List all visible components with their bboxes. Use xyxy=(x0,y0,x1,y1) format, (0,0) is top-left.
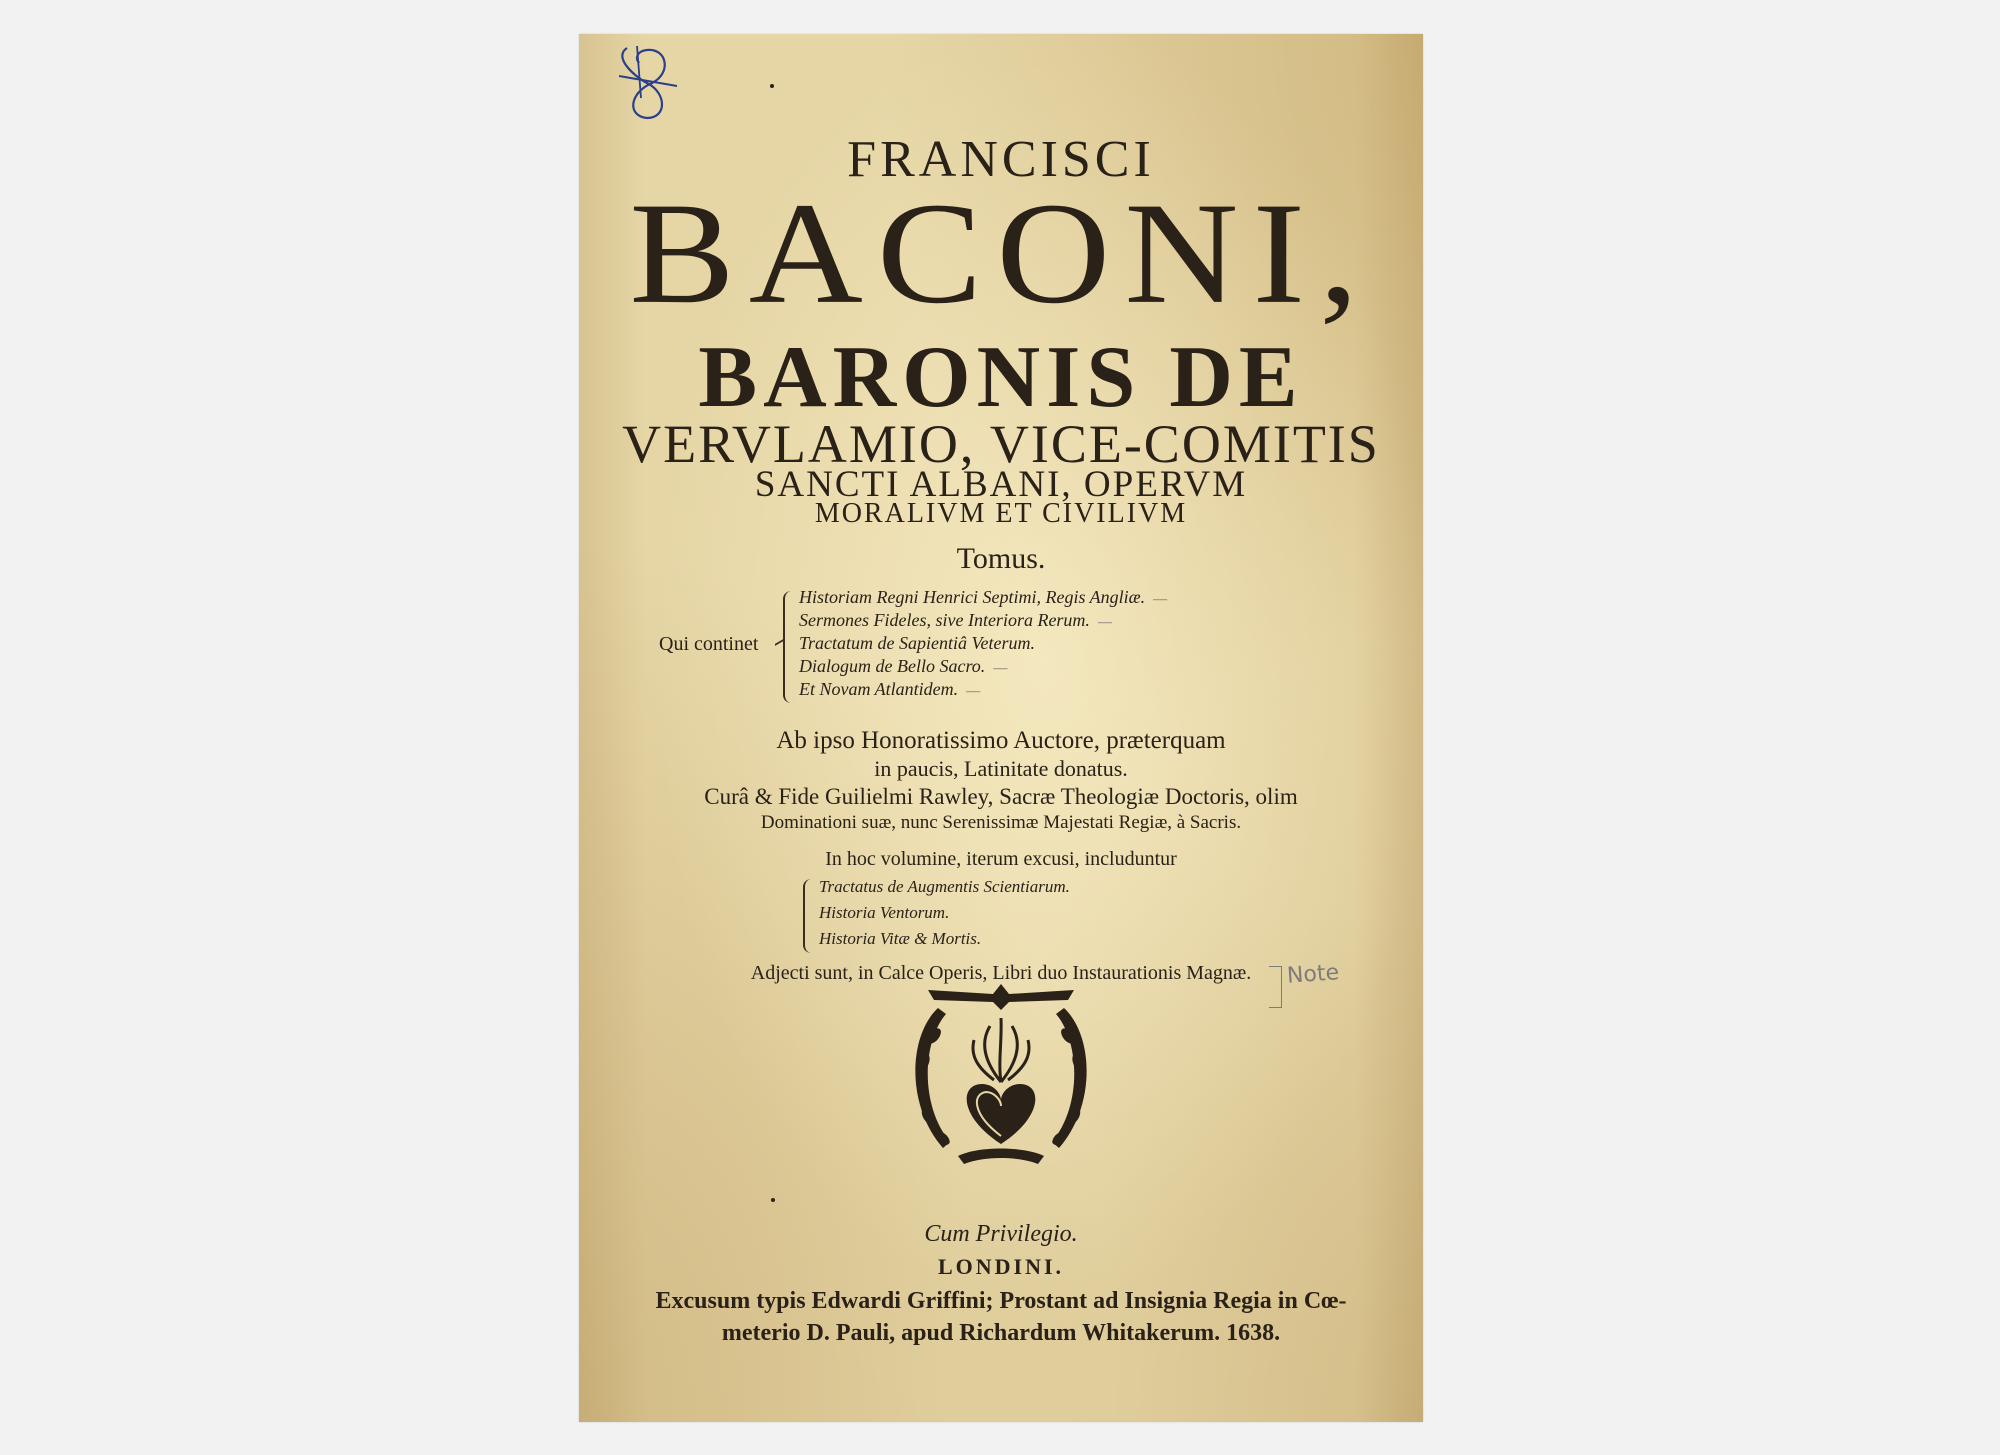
adjecti-line: Adjecti sunt, in Calce Operis, Libri duo Instaurationis Magnæ. xyxy=(750,962,1252,984)
included-item: Historia Ventorum. xyxy=(819,903,950,922)
contents-list xyxy=(659,587,1259,707)
place-line: LONDINI. xyxy=(937,1254,1065,1279)
included-item: Tractatus de Augmentis Scientiarum. xyxy=(819,877,1070,896)
include-line: In hoc volumine, iterum excusi, includuntur xyxy=(825,848,1177,870)
author-surname: BACONI, xyxy=(629,173,1373,335)
author-line-2: in paucis, Latinitate donatus. xyxy=(874,756,1128,781)
imprint-line-1: Excusum typis Edwardi Griffini; Prostant ad Insignia Regia in Cœ- xyxy=(655,1288,1347,1314)
cura-line-1: Curâ & Fide Guilielmi Rawley, Sacræ Theologiæ Doctoris, olim xyxy=(704,784,1298,809)
title-sancti-albani: SANCTI ALBANI, OPERVM xyxy=(754,464,1248,505)
contents-lead: Qui continet xyxy=(659,633,759,655)
author-line-1: Ab ipso Honoratissimo Auctore, præterquam xyxy=(776,727,1226,754)
title-moralium: MORALIVM ET CIVILIVM xyxy=(814,498,1188,529)
title-verulamio: VERVLAMIO, VICE-COMITIS xyxy=(622,414,1380,474)
brace xyxy=(803,879,815,953)
imprint-line-2: meterio D. Pauli, apud Richardum Whitakerum. 1638. xyxy=(721,1320,1281,1346)
handwritten-shelfmark xyxy=(607,38,687,128)
contents-item: Tractatum de Sapientiâ Veterum. xyxy=(799,633,1035,653)
privilege-line: Cum Privilegio. xyxy=(924,1221,1078,1247)
printers-device-flaming-heart xyxy=(898,976,1104,1176)
author-first-name: FRANCISCI xyxy=(847,131,1155,188)
ink-speck xyxy=(771,1198,775,1202)
contents-item: Dialogum de Bello Sacro. — xyxy=(799,656,1008,676)
included-list xyxy=(803,877,1203,957)
pencil-bracket xyxy=(1269,966,1282,1008)
handwritten-note: Note xyxy=(1286,960,1340,989)
contents-item: Historiam Regni Henrici Septimi, Regis Angliæ. — xyxy=(799,587,1168,607)
tomus-label: Tomus. xyxy=(956,542,1046,575)
ink-speck xyxy=(770,84,774,88)
title-baronis: BARONIS DE xyxy=(698,329,1304,426)
contents-item: Sermones Fideles, sive Interiora Rerum. — xyxy=(799,610,1112,630)
brace xyxy=(783,591,797,703)
cura-line-2: Dominationi suæ, nunc Serenissimæ Majestati Regiæ, à Sacris. xyxy=(760,812,1242,833)
contents-item: Et Novam Atlantidem. — xyxy=(799,679,981,699)
title-page xyxy=(579,34,1423,1422)
included-item: Historia Vitæ & Mortis. xyxy=(819,929,982,948)
